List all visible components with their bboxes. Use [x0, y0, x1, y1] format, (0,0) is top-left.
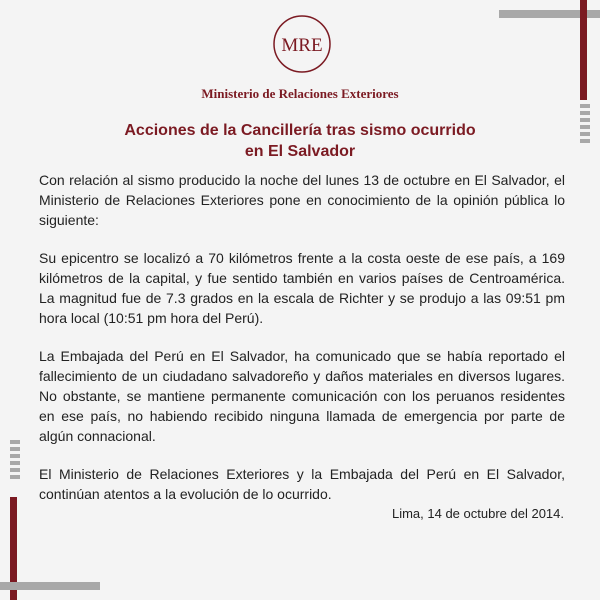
paragraph: Su epicentro se localizó a 70 kilómetros frente a la costa oeste de ese país, a 169 kilómetros de la capital, y fue sentido también en varios países de Centroamérica. La magnitud fue de 7.3 grados en la escala de Richter y se produjo a las 09:51 pm hora local (10:51 pm hora del Perú).	[39, 250, 565, 326]
paragraph: Con relación al sismo producido la noche del lunes 13 de octubre en El Salvador, el Ministerio de Relaciones Exteriores pone en conocimiento de la opinión pública lo siguiente:	[39, 172, 565, 228]
bottom-left-square-stack	[10, 440, 20, 479]
mre-logo	[272, 14, 332, 74]
title-line-1: Acciones de la Cancillería tras sismo ocurrido	[124, 122, 476, 139]
place-date: Lima, 14 de octubre del 2014.	[391, 506, 564, 521]
bottom-left-gray-bar	[0, 582, 100, 590]
top-right-red-bar	[580, 0, 587, 100]
statement-body	[39, 170, 565, 522]
ministry-name: Ministerio de Relaciones Exteriores	[201, 86, 399, 101]
title-line-2: en El Salvador	[244, 143, 356, 160]
page-title	[0, 120, 600, 162]
paragraph: El Ministerio de Relaciones Exteriores y la Embajada del Perú en El Salvador, continúan atentos a la evolución de lo ocurrido.	[39, 466, 565, 502]
logo-monogram: MRE	[281, 35, 323, 56]
paragraph: La Embajada del Perú en El Salvador, ha comunicado que se había reportado el fallecimiento de un ciudadano salvadoreño y daños materiales en diversos lugares. No obstante, se mantiene permanente comunicación con los peruanos residentes en ese país, no habiendo recibido ninguna llamada de emergencia por parte de algún connacional.	[39, 348, 565, 444]
